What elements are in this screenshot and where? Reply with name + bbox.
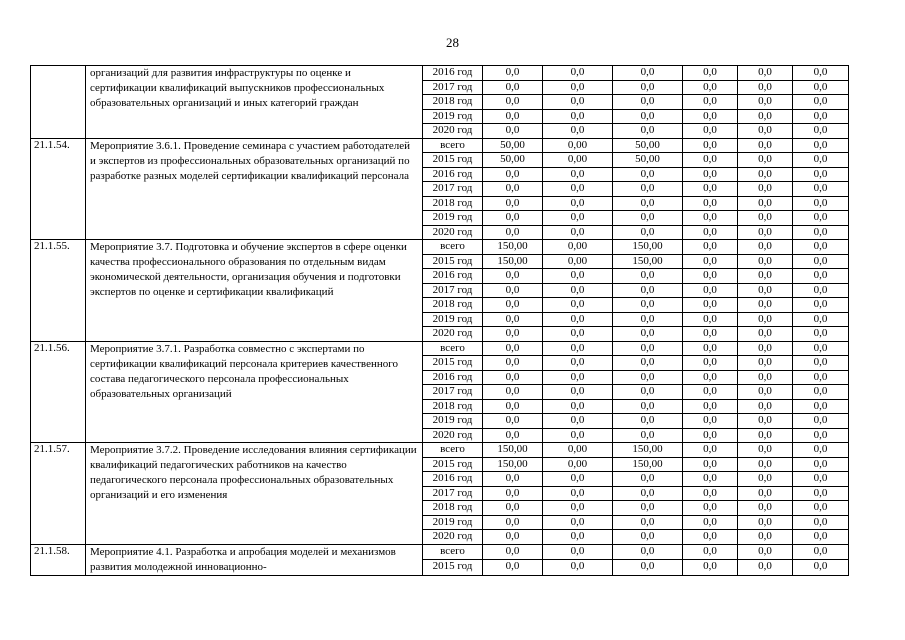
- period-label: 2020 год: [423, 327, 483, 342]
- funding-value: 0,00: [543, 457, 613, 472]
- period-label: 2017 год: [423, 385, 483, 400]
- funding-value: 0,0: [613, 501, 683, 516]
- funding-value: 0,0: [613, 370, 683, 385]
- period-label: 2015 год: [423, 153, 483, 168]
- funding-value: 0,0: [793, 385, 849, 400]
- funding-value: 0,0: [738, 327, 793, 342]
- funding-value: 0,0: [738, 298, 793, 313]
- funding-value: 0,0: [793, 501, 849, 516]
- funding-value: 0,0: [738, 167, 793, 182]
- funding-value: 0,0: [683, 109, 738, 124]
- funding-value: 0,0: [738, 109, 793, 124]
- funding-value: 0,0: [738, 428, 793, 443]
- funding-value: 0,0: [543, 370, 613, 385]
- funding-value: 0,0: [613, 211, 683, 226]
- funding-value: 0,0: [793, 428, 849, 443]
- funding-value: 0,0: [613, 298, 683, 313]
- funding-value: 0,0: [738, 530, 793, 545]
- funding-value: 0,0: [738, 138, 793, 153]
- funding-value: 0,0: [738, 211, 793, 226]
- funding-value: 0,0: [793, 182, 849, 197]
- funding-value: 0,0: [683, 428, 738, 443]
- funding-value: 0,0: [543, 66, 613, 81]
- funding-value: 0,0: [483, 370, 543, 385]
- period-label: 2020 год: [423, 530, 483, 545]
- funding-value: 0,0: [793, 341, 849, 356]
- funding-value: 0,0: [793, 457, 849, 472]
- period-label: 2015 год: [423, 254, 483, 269]
- funding-value: 0,0: [613, 196, 683, 211]
- funding-value: 0,0: [793, 225, 849, 240]
- funding-value: 0,0: [613, 167, 683, 182]
- funding-value: 0,0: [683, 182, 738, 197]
- funding-value: 0,0: [683, 153, 738, 168]
- period-label: 2019 год: [423, 312, 483, 327]
- funding-value: 0,0: [738, 385, 793, 400]
- funding-value: 0,0: [793, 211, 849, 226]
- funding-value: 0,0: [483, 428, 543, 443]
- funding-value: 0,0: [793, 298, 849, 313]
- funding-value: 0,0: [738, 153, 793, 168]
- funding-value: 0,0: [793, 196, 849, 211]
- funding-value: 0,0: [738, 399, 793, 414]
- funding-value: 0,0: [543, 501, 613, 516]
- funding-value: 0,0: [543, 167, 613, 182]
- funding-value: 0,0: [543, 269, 613, 284]
- funding-value: 0,0: [793, 443, 849, 458]
- funding-value: 0,0: [738, 240, 793, 255]
- funding-value: 0,0: [738, 472, 793, 487]
- funding-value: 0,0: [738, 80, 793, 95]
- funding-value: 0,0: [613, 486, 683, 501]
- funding-value: 0,0: [613, 428, 683, 443]
- funding-value: 0,00: [543, 153, 613, 168]
- period-label: 2015 год: [423, 356, 483, 371]
- funding-value: 0,0: [683, 312, 738, 327]
- period-label: 2016 год: [423, 370, 483, 385]
- funding-value: 0,0: [613, 414, 683, 429]
- funding-value: 0,0: [683, 80, 738, 95]
- period-label: 2016 год: [423, 167, 483, 182]
- period-label: 2017 год: [423, 486, 483, 501]
- funding-value: 0,0: [613, 66, 683, 81]
- funding-value: 0,0: [613, 530, 683, 545]
- funding-value: 0,0: [738, 225, 793, 240]
- funding-value: 0,0: [793, 269, 849, 284]
- funding-value: 0,0: [543, 211, 613, 226]
- funding-value: 0,0: [613, 341, 683, 356]
- funding-value: 0,0: [793, 138, 849, 153]
- period-label: 2018 год: [423, 399, 483, 414]
- funding-value: 0,0: [483, 80, 543, 95]
- funding-value: 0,0: [483, 414, 543, 429]
- funding-value: 0,00: [543, 254, 613, 269]
- funding-value: 0,0: [683, 560, 738, 576]
- funding-value: 0,0: [613, 385, 683, 400]
- funding-value: 0,0: [483, 269, 543, 284]
- funding-value: 0,0: [793, 167, 849, 182]
- funding-value: 0,0: [793, 66, 849, 81]
- funding-value: 0,0: [483, 501, 543, 516]
- funding-value: 0,0: [793, 515, 849, 530]
- table-row: [31, 138, 849, 153]
- funding-value: 0,0: [613, 356, 683, 371]
- funding-value: 0,0: [483, 472, 543, 487]
- funding-value: 0,0: [683, 370, 738, 385]
- period-label: 2016 год: [423, 269, 483, 284]
- funding-value: 150,00: [613, 457, 683, 472]
- funding-value: 0,0: [543, 385, 613, 400]
- funding-value: 0,0: [543, 399, 613, 414]
- funding-value: 0,0: [793, 153, 849, 168]
- funding-value: 0,0: [738, 269, 793, 284]
- period-label: 2019 год: [423, 109, 483, 124]
- funding-value: 0,0: [683, 283, 738, 298]
- funding-value: 150,00: [613, 254, 683, 269]
- funding-value: 0,0: [683, 530, 738, 545]
- funding-value: 0,0: [483, 66, 543, 81]
- funding-value: 0,0: [738, 370, 793, 385]
- funding-value: 0,0: [613, 560, 683, 576]
- period-label: 2016 год: [423, 472, 483, 487]
- funding-value: 150,00: [483, 443, 543, 458]
- funding-value: 0,0: [483, 109, 543, 124]
- funding-value: 0,0: [793, 544, 849, 560]
- funding-value: 0,0: [683, 124, 738, 139]
- funding-value: 0,0: [483, 515, 543, 530]
- funding-value: 0,0: [738, 124, 793, 139]
- funding-value: 0,0: [683, 356, 738, 371]
- funding-value: 0,0: [793, 560, 849, 576]
- funding-value: 0,0: [543, 95, 613, 110]
- funding-value: 0,0: [483, 124, 543, 139]
- funding-value: 0,0: [613, 327, 683, 342]
- funding-value: 50,00: [483, 138, 543, 153]
- table-body: [31, 66, 849, 576]
- funding-value: 0,0: [543, 356, 613, 371]
- period-label: всего: [423, 544, 483, 560]
- funding-value: 0,0: [543, 530, 613, 545]
- funding-value: 0,0: [683, 167, 738, 182]
- funding-value: 0,0: [483, 544, 543, 560]
- funding-value: 150,00: [483, 457, 543, 472]
- table-row: [31, 544, 849, 560]
- funding-value: 0,00: [543, 138, 613, 153]
- table-row: [31, 240, 849, 255]
- funding-value: 0,0: [613, 109, 683, 124]
- funding-value: 0,0: [683, 443, 738, 458]
- funding-value: 0,00: [543, 443, 613, 458]
- item-description: организаций для развития инфраструктуры по оценке и сертификации квалификаций выпускников профессиональных образовательных организаций и иных категорий граждан: [86, 66, 423, 139]
- funding-value: 0,0: [483, 167, 543, 182]
- funding-value: 0,00: [543, 240, 613, 255]
- funding-value: 0,0: [543, 428, 613, 443]
- funding-value: 0,0: [683, 66, 738, 81]
- period-label: всего: [423, 341, 483, 356]
- funding-value: 0,0: [613, 544, 683, 560]
- funding-value: 0,0: [543, 80, 613, 95]
- funding-value: 0,0: [483, 95, 543, 110]
- funding-value: 0,0: [483, 225, 543, 240]
- funding-value: 0,0: [683, 269, 738, 284]
- funding-value: 0,0: [483, 211, 543, 226]
- funding-value: 0,0: [683, 414, 738, 429]
- funding-value: 0,0: [683, 327, 738, 342]
- funding-value: 0,0: [683, 472, 738, 487]
- item-code: 21.1.55.: [31, 240, 86, 342]
- funding-value: 0,0: [738, 443, 793, 458]
- period-label: всего: [423, 138, 483, 153]
- funding-value: 0,0: [483, 399, 543, 414]
- funding-value: 0,0: [543, 298, 613, 313]
- funding-value: 0,0: [483, 530, 543, 545]
- funding-value: 0,0: [683, 515, 738, 530]
- funding-value: 0,0: [543, 472, 613, 487]
- period-label: 2020 год: [423, 225, 483, 240]
- period-label: 2018 год: [423, 298, 483, 313]
- funding-value: 0,0: [683, 544, 738, 560]
- item-description: Мероприятие 3.6.1. Проведение семинара с участием работодателей и экспертов из профессиональных образовательных организаций по разработке разных моделей сертификации квалификаций персонала: [86, 138, 423, 240]
- funding-value: 0,0: [793, 124, 849, 139]
- funding-value: 0,0: [793, 109, 849, 124]
- funding-value: 0,0: [543, 414, 613, 429]
- funding-value: 0,0: [483, 486, 543, 501]
- funding-value: 0,0: [483, 341, 543, 356]
- funding-value: 0,0: [738, 501, 793, 516]
- funding-value: 0,0: [613, 225, 683, 240]
- funding-value: 0,0: [543, 182, 613, 197]
- funding-value: 0,0: [683, 95, 738, 110]
- funding-value: 0,0: [683, 298, 738, 313]
- funding-value: 0,0: [738, 486, 793, 501]
- funding-value: 0,0: [738, 356, 793, 371]
- funding-value: 150,00: [613, 443, 683, 458]
- table-row: [31, 66, 849, 81]
- funding-value: 0,0: [683, 399, 738, 414]
- period-label: всего: [423, 240, 483, 255]
- item-description: Мероприятие 3.7.2. Проведение исследования влияния сертификации квалификаций педагогических работников на качество педагогического персонала профессиональных образовательных организаций и его изменения: [86, 443, 423, 545]
- funding-value: 0,0: [738, 95, 793, 110]
- item-description: Мероприятие 3.7. Подготовка и обучение экспертов в сфере оценки качества профессионального образования по отдельным видам экономической деятельности, организация обучения и подготовки экспертов по оценке и сертификации квалификаций: [86, 240, 423, 342]
- funding-value: 0,0: [483, 356, 543, 371]
- period-label: 2015 год: [423, 457, 483, 472]
- funding-value: 0,0: [738, 254, 793, 269]
- period-label: 2018 год: [423, 501, 483, 516]
- funding-value: 0,0: [613, 95, 683, 110]
- funding-value: 0,0: [483, 385, 543, 400]
- funding-value: 50,00: [483, 153, 543, 168]
- funding-value: 0,0: [793, 370, 849, 385]
- period-label: 2019 год: [423, 211, 483, 226]
- funding-value: 0,0: [683, 457, 738, 472]
- funding-value: 0,0: [483, 327, 543, 342]
- funding-value: 50,00: [613, 138, 683, 153]
- funding-value: 0,0: [738, 414, 793, 429]
- funding-value: 0,0: [738, 312, 793, 327]
- period-label: 2019 год: [423, 515, 483, 530]
- funding-value: 150,00: [613, 240, 683, 255]
- funding-value: 0,0: [738, 66, 793, 81]
- funding-value: 0,0: [793, 240, 849, 255]
- funding-value: 0,0: [543, 225, 613, 240]
- item-description: Мероприятие 4.1. Разработка и апробация моделей и механизмов развития молодежной инновационно-: [86, 544, 423, 575]
- item-code: [31, 66, 86, 139]
- funding-value: 0,0: [543, 341, 613, 356]
- funding-value: 0,0: [793, 95, 849, 110]
- funding-value: 0,0: [543, 560, 613, 576]
- funding-value: 0,0: [683, 196, 738, 211]
- funding-value: 150,00: [483, 254, 543, 269]
- funding-value: 0,0: [543, 196, 613, 211]
- funding-value: 0,0: [543, 327, 613, 342]
- funding-value: 0,0: [613, 269, 683, 284]
- funding-value: 0,0: [793, 356, 849, 371]
- funding-value: 0,0: [683, 211, 738, 226]
- funding-value: 0,0: [683, 385, 738, 400]
- funding-value: 0,0: [793, 283, 849, 298]
- funding-value: 0,0: [738, 560, 793, 576]
- funding-value: 50,00: [613, 153, 683, 168]
- funding-value: 0,0: [793, 399, 849, 414]
- funding-value: 0,0: [738, 515, 793, 530]
- table-row: [31, 341, 849, 356]
- funding-value: 0,0: [543, 515, 613, 530]
- item-code: 21.1.58.: [31, 544, 86, 575]
- funding-value: 0,0: [683, 240, 738, 255]
- funding-value: 0,0: [543, 109, 613, 124]
- item-code: 21.1.54.: [31, 138, 86, 240]
- period-label: 2017 год: [423, 80, 483, 95]
- page-number: 28: [446, 35, 459, 50]
- funding-value: 0,0: [793, 254, 849, 269]
- funding-value: 150,00: [483, 240, 543, 255]
- funding-value: 0,0: [613, 515, 683, 530]
- funding-value: 0,0: [543, 544, 613, 560]
- funding-value: 0,0: [793, 80, 849, 95]
- funding-value: 0,0: [483, 283, 543, 298]
- funding-value: 0,0: [793, 472, 849, 487]
- funding-value: 0,0: [683, 254, 738, 269]
- funding-value: 0,0: [613, 399, 683, 414]
- funding-value: 0,0: [613, 124, 683, 139]
- funding-value: 0,0: [683, 225, 738, 240]
- funding-value: 0,0: [683, 341, 738, 356]
- funding-value: 0,0: [543, 486, 613, 501]
- funding-value: 0,0: [683, 486, 738, 501]
- period-label: 2015 год: [423, 560, 483, 576]
- period-label: 2017 год: [423, 182, 483, 197]
- period-label: 2020 год: [423, 428, 483, 443]
- item-code: 21.1.56.: [31, 341, 86, 443]
- funding-value: 0,0: [738, 457, 793, 472]
- funding-value: 0,0: [613, 312, 683, 327]
- funding-value: 0,0: [793, 414, 849, 429]
- funding-value: 0,0: [613, 283, 683, 298]
- funding-value: 0,0: [483, 298, 543, 313]
- budget-table: [30, 65, 849, 576]
- funding-value: 0,0: [483, 560, 543, 576]
- funding-value: 0,0: [683, 501, 738, 516]
- item-code: 21.1.57.: [31, 443, 86, 545]
- item-description: Мероприятие 3.7.1. Разработка совместно с экспертами по сертификации квалификаций персонала критериев качественного состава педагогического персонала профессиональных образовательных организаций: [86, 341, 423, 443]
- funding-value: 0,0: [683, 138, 738, 153]
- funding-value: 0,0: [543, 124, 613, 139]
- funding-value: 0,0: [543, 312, 613, 327]
- funding-value: 0,0: [738, 341, 793, 356]
- period-label: 2018 год: [423, 95, 483, 110]
- funding-value: 0,0: [613, 182, 683, 197]
- period-label: 2019 год: [423, 414, 483, 429]
- period-label: 2020 год: [423, 124, 483, 139]
- funding-value: 0,0: [793, 486, 849, 501]
- table-row: [31, 443, 849, 458]
- funding-value: 0,0: [613, 80, 683, 95]
- funding-value: 0,0: [793, 530, 849, 545]
- funding-value: 0,0: [613, 472, 683, 487]
- funding-value: 0,0: [793, 327, 849, 342]
- period-label: всего: [423, 443, 483, 458]
- period-label: 2017 год: [423, 283, 483, 298]
- funding-value: 0,0: [483, 312, 543, 327]
- funding-value: 0,0: [738, 196, 793, 211]
- period-label: 2016 год: [423, 66, 483, 81]
- period-label: 2018 год: [423, 196, 483, 211]
- funding-value: 0,0: [483, 182, 543, 197]
- funding-value: 0,0: [738, 283, 793, 298]
- funding-value: 0,0: [543, 283, 613, 298]
- funding-value: 0,0: [738, 182, 793, 197]
- funding-value: 0,0: [738, 544, 793, 560]
- funding-value: 0,0: [793, 312, 849, 327]
- funding-value: 0,0: [483, 196, 543, 211]
